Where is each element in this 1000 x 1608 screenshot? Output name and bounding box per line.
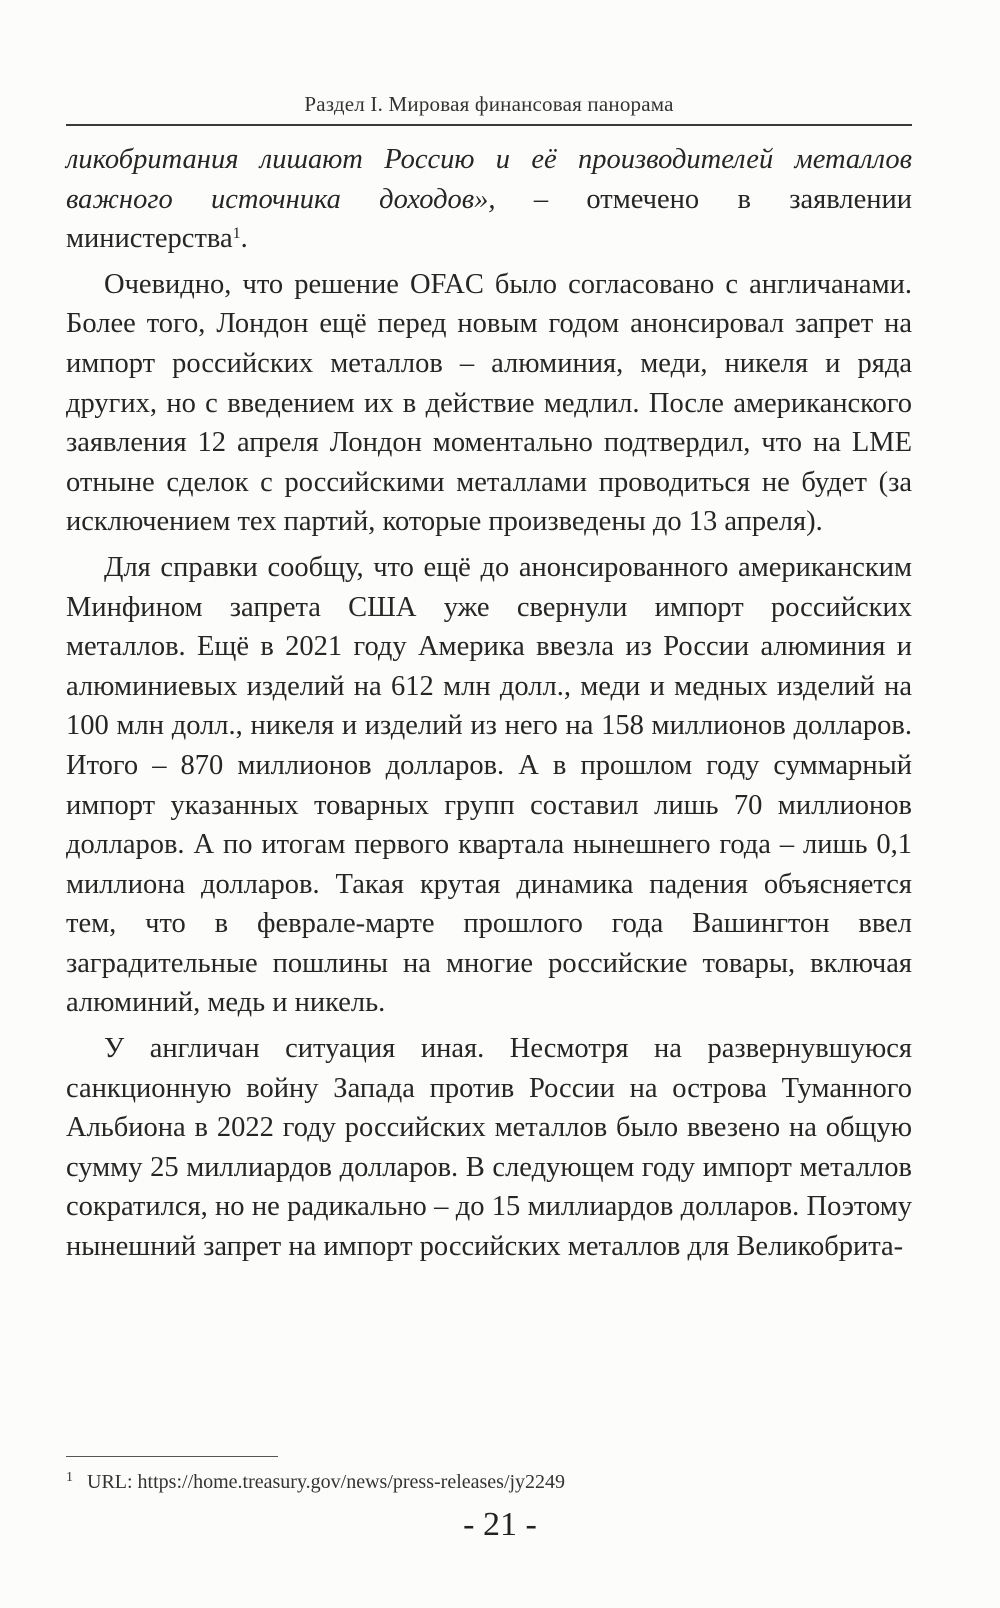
footnote-rule [66, 1456, 278, 1457]
footnote-reference[interactable]: 1 [232, 225, 241, 243]
running-header: Раздел I. Мировая финансовая панорама [304, 92, 674, 116]
paragraph-4: У англичан ситуация иная. Несмотря на развернувшуюся санкционную войну Запада против России на острова Туманного Альбиона в 2022 году российских металлов было ввезено на общую сумму 25 миллиардов долларов. В следующем году импорт металлов сократился, но не радикально – до 15 миллиардов долларов. Поэтому нынешний запрет на импорт российских металлов для Великобрита- [66, 1033, 912, 1263]
footnote [66, 1470, 912, 1494]
paragraph-1-end: . [240, 223, 248, 255]
paragraph-2: Очевидно, что решение OFAC было согласовано с англичанами. Более того, Лондон ещё перед новым годом анонсировал запрет на импорт российских металлов – алюминия, меди, никеля и ряда других, но с введением их в действие медлил. После американского заявления 12 апреля Лондон моментально подтвердил, что на LME отныне сделок с российскими металлами проводиться не будет (за исключением тех партий, которые произведены до 13 апреля). [66, 268, 912, 538]
footnote-marker: 1 [66, 1470, 73, 1485]
page-body [66, 140, 912, 1267]
paragraph-3: Для справки сообщу, что ещё до анонсированного американским Минфином запрета США уже свернули импорт российских металлов. Ещё в 2021 году Америка ввезла из России алюминия и алюминиевых изделий на 612 млн долл., меди и медных изделий на 100 млн долл., никеля и изделий из него на 158 миллионов долларов. Итого – 870 миллионов долларов. А в прошлом году суммарный импорт указанных товарных групп составил лишь 70 миллионов долларов. А по итогам первого квартала нынешнего года – лишь 0,1 миллиона долларов. Такая крутая динамика падения объясняется тем, что в феврале-марте прошлого года Вашингтон ввел заградительные пошлины на многие российские товары, включая алюминий, медь и никель. [66, 551, 912, 1019]
header-rule [66, 124, 912, 126]
page-number: - 21 - [463, 1506, 537, 1543]
quote-ending: ликобритания лишают Россию и её производителей металлов важного источника доходов», [66, 144, 912, 215]
paragraph-1 [66, 140, 912, 259]
footnote-text: URL: https://home.treasury.gov/news/press-releases/jy2249 [87, 1471, 566, 1493]
paragraph-1-text: – отмечено в заявлении министерства [66, 183, 912, 255]
